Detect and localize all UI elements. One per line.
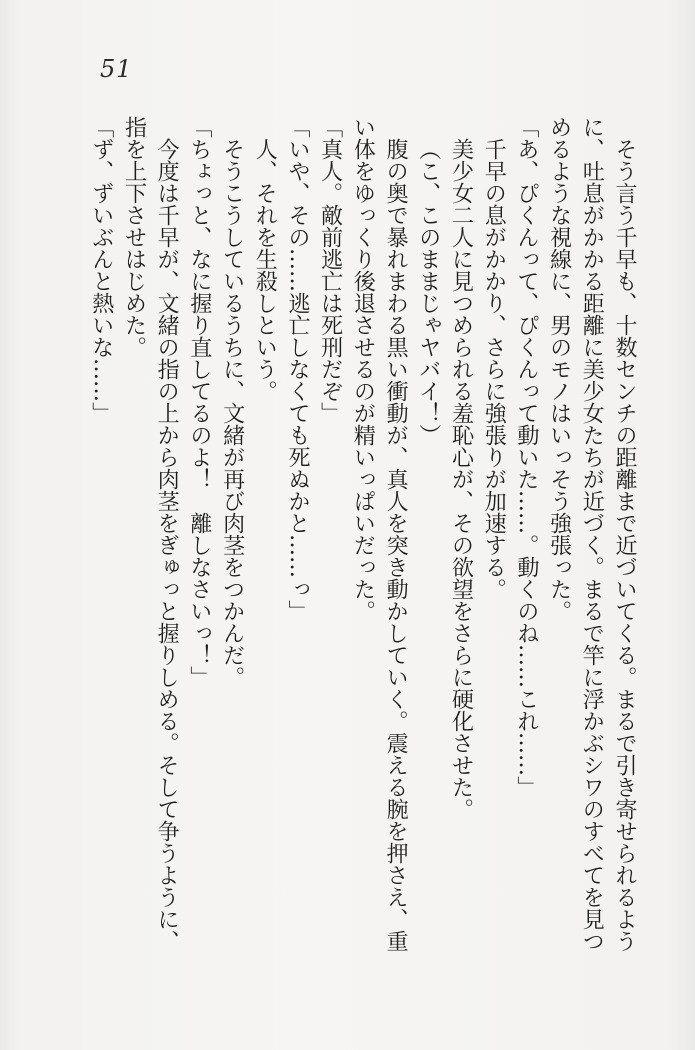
text-line: 「真人。敵前逃亡は死刑だぞ」	[317, 116, 343, 424]
text-line: 指を上下させはじめた。	[121, 116, 147, 358]
text-line: 「あ、ぴくんって、ぴくんって動いた……。動くのね……これ……」	[513, 116, 539, 798]
text-line: 「ず、ずいぶんと熱いな……」	[88, 116, 114, 424]
text-line: そうこうしているうちに、文緒が再び肉茎をつかんだ。	[219, 138, 245, 688]
page-number: 51	[100, 55, 133, 83]
page-text	[84, 116, 640, 958]
text-line: 腹の奥で暴れまわる黒い衝動が、真人を突き動かしていく。震える腕を押さえ、重	[383, 138, 409, 952]
text-line: 千早の息がかかり、さらに強張りが加速する。	[481, 138, 507, 600]
text-line: に、吐息がかかる距離に美少女たちが近づく。まるで竿に浮かぶシワのすべてを見つ	[579, 116, 605, 952]
text-line: めるような視線に、男のモノはいっそう強張った。	[546, 116, 572, 622]
text-line: 美少女二人に見つめられる羞恥心が、その欲望をさらに硬化させた。	[448, 138, 474, 820]
text-line: そう言う千早も、十数センチの距離まで近づいてくる。まるで引き寄せられるよう	[612, 138, 637, 952]
text-line: い体をゆっくり後退させるのが精いっぱいだった。	[350, 116, 376, 622]
text-line: 人、それを生殺しという。	[252, 138, 278, 402]
text-line: （こ、このままじゃヤバイ！）	[415, 138, 441, 446]
text-line: 「ちょっと、なに握り直してるのよ！ 離しなさいっ！」	[186, 116, 212, 688]
text-line: 「いや、その……逃亡しなくても死ぬかと……っ」	[284, 116, 310, 622]
text-line: 今度は千早が、文緒の指の上から肉茎をぎゅっと握りしめる。そして争うように、	[154, 138, 180, 952]
